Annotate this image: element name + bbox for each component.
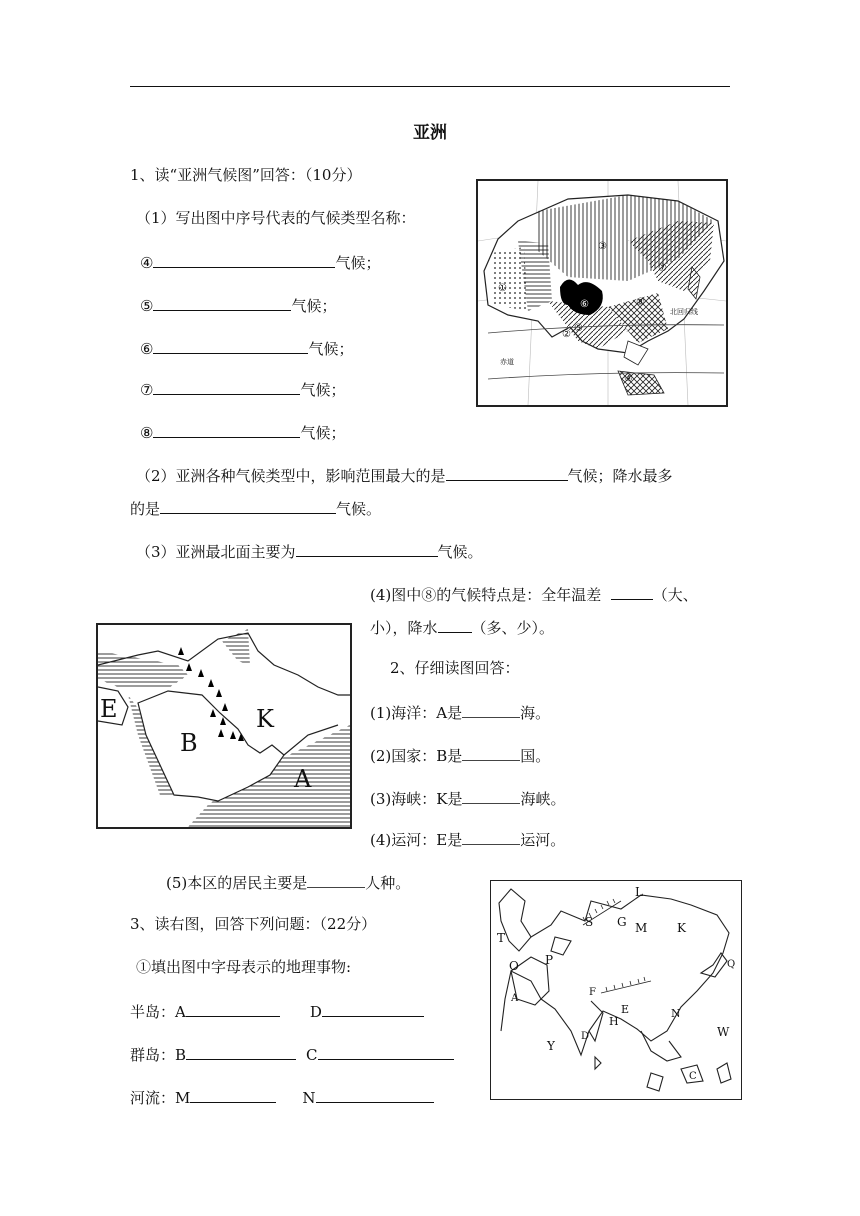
text: (3)海峡：K是 xyxy=(370,790,463,808)
map3-label-h: H xyxy=(609,1015,619,1028)
answer-blank[interactable] xyxy=(611,583,653,600)
item-suffix: 气候； xyxy=(291,297,337,315)
answer-blank[interactable] xyxy=(153,378,300,395)
q1-sub3 xyxy=(136,540,483,562)
text: 海。 xyxy=(520,704,551,722)
letter: D xyxy=(309,1003,322,1021)
text: (5)本区的居民主要是 xyxy=(166,874,308,892)
letter: M xyxy=(175,1089,191,1107)
q3-row-peninsula xyxy=(130,1000,424,1022)
q1-item-7 xyxy=(140,378,345,400)
item-number: ⑧ xyxy=(140,424,154,442)
q1-heading: 1、读“亚洲气候图”回答：（10分） xyxy=(130,166,362,184)
letter: A xyxy=(175,1003,186,1021)
climate-label-6: ⑥ xyxy=(580,299,589,310)
climate-label-7: ⑦ xyxy=(658,263,667,274)
answer-blank[interactable] xyxy=(462,701,520,718)
climate-label-1: ① xyxy=(498,283,507,294)
answer-blank[interactable] xyxy=(446,464,568,481)
answer-blank[interactable] xyxy=(153,294,291,311)
map3-label-a: A xyxy=(511,993,519,1004)
q1-item-4 xyxy=(140,251,380,273)
q3-row-river xyxy=(130,1086,434,1108)
answer-blank[interactable] xyxy=(186,1043,296,1060)
tropic-label: 北回归线 xyxy=(670,308,698,316)
category-label: 半岛： xyxy=(130,1003,176,1021)
item-number: ⑥ xyxy=(140,340,154,358)
map3-label-k: K xyxy=(677,921,686,935)
answer-blank[interactable] xyxy=(322,1000,424,1017)
answer-blank[interactable] xyxy=(186,1000,280,1017)
text: (4)运河：E是 xyxy=(370,831,463,849)
map-label-e: E xyxy=(100,695,118,723)
q1-sub2-line1 xyxy=(136,464,673,486)
q2-line-5 xyxy=(166,871,410,893)
text: 海峡。 xyxy=(520,790,566,808)
q2-line-1 xyxy=(370,701,550,723)
q2-line-2 xyxy=(370,744,550,766)
text: （多、少）。 xyxy=(471,619,555,637)
text: 国。 xyxy=(520,747,551,765)
letter: B xyxy=(175,1046,187,1064)
q1-item-6 xyxy=(140,337,353,359)
text: (4)图中⑧的气候特点是：全年温差 xyxy=(370,586,602,604)
answer-blank[interactable] xyxy=(438,616,472,633)
climate-label-4: ④ xyxy=(624,373,633,384)
q3-heading: 3、读右图，回答下列问题：（22分） xyxy=(130,915,377,933)
answer-blank[interactable] xyxy=(190,1086,276,1103)
map3-label-n: N xyxy=(671,1007,681,1020)
q1-item-8 xyxy=(140,421,345,443)
item-suffix: 气候； xyxy=(300,381,346,399)
item-suffix: 气候； xyxy=(308,340,354,358)
text: 的是 xyxy=(130,500,161,518)
climate-label-5: ⑤ xyxy=(574,323,583,334)
text: 气候。 xyxy=(336,500,382,518)
map-label-a: A xyxy=(294,765,312,793)
item-number: ⑤ xyxy=(140,297,154,315)
q3-sub1: ①填出图中字母表示的地理事物: xyxy=(136,958,352,976)
q2-heading: 2、仔细读图回答： xyxy=(390,659,520,677)
q2-line-4 xyxy=(370,828,565,850)
q1-sub4-line2 xyxy=(370,616,554,638)
climate-label-8: ⑧ xyxy=(636,297,645,308)
category-label: 群岛： xyxy=(130,1046,176,1064)
text: （3）亚洲最北面主要为 xyxy=(136,543,296,561)
map3-label-p: P xyxy=(545,953,554,967)
answer-blank[interactable] xyxy=(462,744,520,761)
map3-label-q: Q xyxy=(727,959,736,970)
answer-blank[interactable] xyxy=(307,871,365,888)
map3-label-m: M xyxy=(635,921,648,935)
text: (2)国家：B是 xyxy=(370,747,463,765)
answer-blank[interactable] xyxy=(318,1043,454,1060)
asia-outline-map xyxy=(490,880,742,1100)
text: （大、 xyxy=(652,586,698,604)
map3-label-l: L xyxy=(635,885,643,899)
text: 运河。 xyxy=(520,831,566,849)
text: 气候。 xyxy=(437,543,483,561)
q1-sub2-line2 xyxy=(130,497,381,519)
answer-blank[interactable] xyxy=(153,337,308,354)
map3-label-t: T xyxy=(497,931,506,945)
item-suffix: 气候； xyxy=(335,254,381,272)
q1-sub1: （1）写出图中序号代表的气候类型名称： xyxy=(136,209,416,227)
map3-label-f: F xyxy=(589,987,596,998)
map3-label-o: O xyxy=(509,959,519,973)
text: 小），降水 xyxy=(370,619,438,637)
map3-label-s: S xyxy=(585,915,594,929)
text: 气候；降水最多 xyxy=(567,467,673,485)
answer-blank[interactable] xyxy=(160,497,336,514)
q1-sub4-line1 xyxy=(370,583,698,605)
text: 人种。 xyxy=(365,874,411,892)
text: （2）亚洲各种气候类型中，影响范围最大的是 xyxy=(136,467,446,485)
climate-label-2: ② xyxy=(562,329,571,340)
text: (1)海洋：A是 xyxy=(370,704,463,722)
answer-blank[interactable] xyxy=(462,787,520,804)
letter: C xyxy=(306,1046,318,1064)
map3-label-g: G xyxy=(617,915,627,929)
answer-blank[interactable] xyxy=(462,828,520,845)
map3-label-y: Y xyxy=(547,1039,555,1053)
q1-item-5 xyxy=(140,294,336,316)
answer-blank[interactable] xyxy=(296,540,438,557)
letter: N xyxy=(302,1089,316,1107)
map-label-b: B xyxy=(180,729,198,757)
page-title: 亚洲 xyxy=(413,123,447,143)
item-suffix: 气候； xyxy=(300,424,346,442)
q2-line-3 xyxy=(370,787,565,809)
equator-label: 赤道 xyxy=(500,358,514,366)
map-label-k: K xyxy=(256,705,274,733)
category-label: 河流： xyxy=(130,1089,176,1107)
map3-label-d: D xyxy=(581,1031,590,1042)
item-number: ⑦ xyxy=(140,381,154,399)
item-number: ④ xyxy=(140,254,154,272)
header-rule xyxy=(130,86,730,87)
asia-climate-map xyxy=(476,179,728,407)
answer-blank[interactable] xyxy=(153,421,300,438)
answer-blank[interactable] xyxy=(316,1086,434,1103)
climate-label-3: ③ xyxy=(598,241,607,252)
middle-east-map xyxy=(96,623,352,829)
map3-label-w: W xyxy=(717,1025,730,1039)
map3-label-c: C xyxy=(689,1071,697,1082)
map3-label-e: E xyxy=(621,1003,630,1016)
answer-blank[interactable] xyxy=(153,251,335,268)
q3-row-archipelago xyxy=(130,1043,454,1065)
